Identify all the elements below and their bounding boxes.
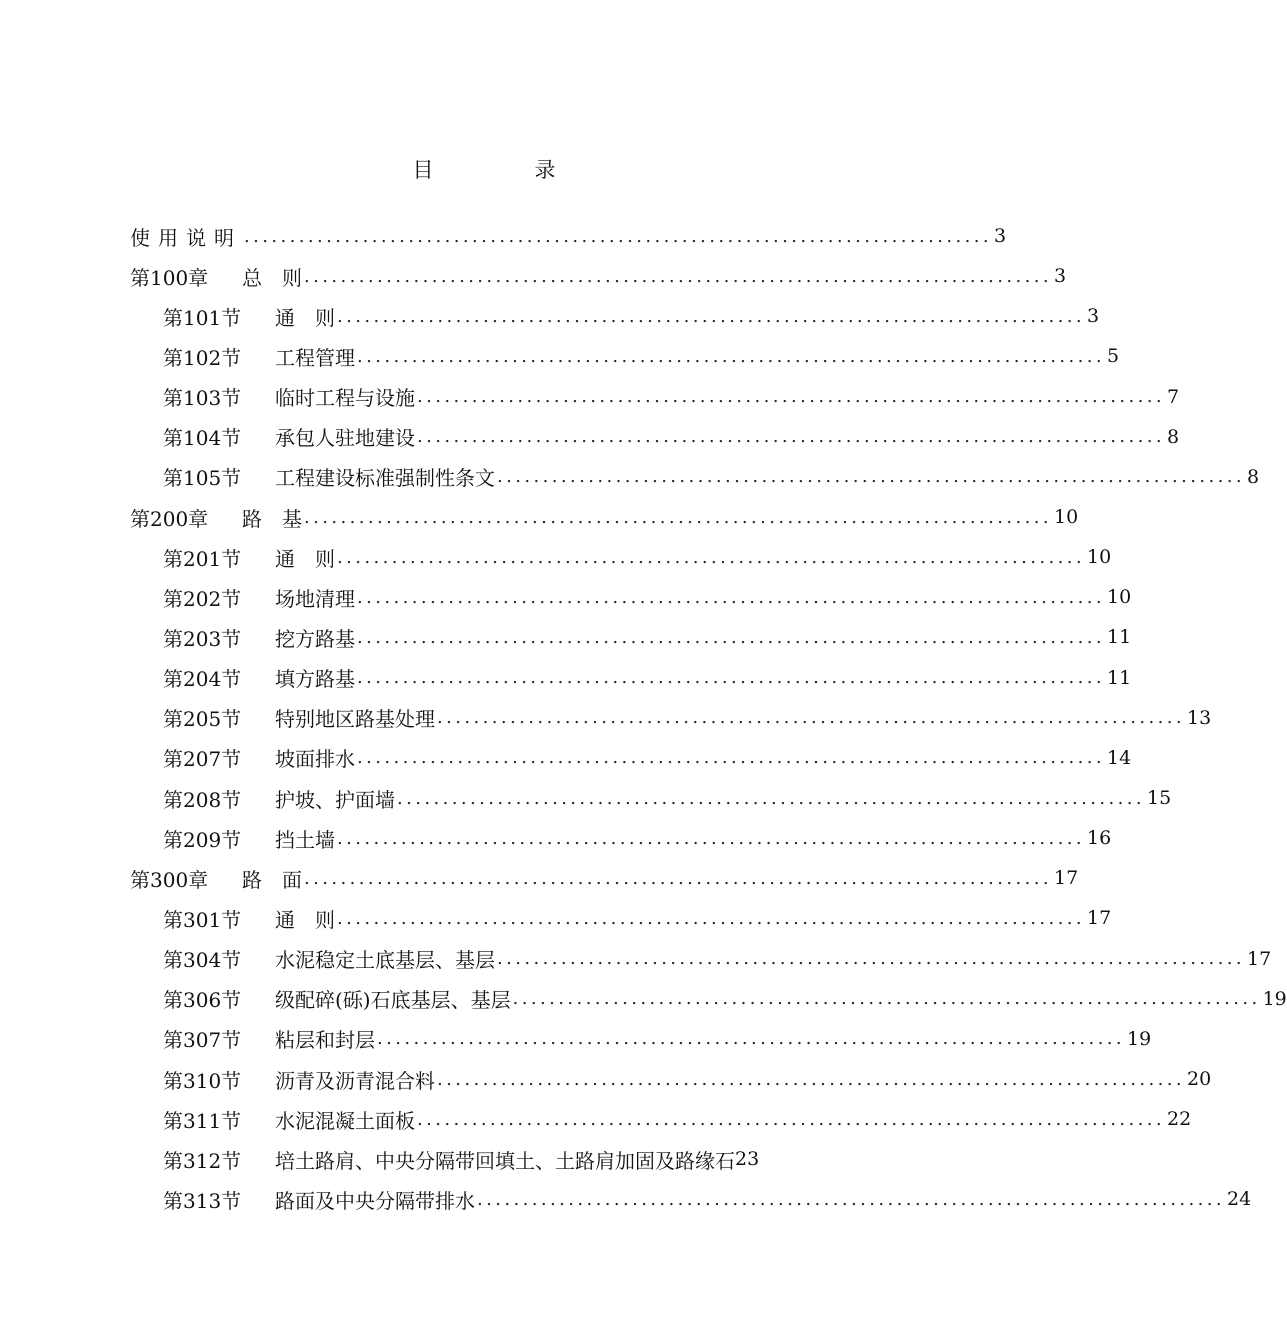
toc-leader-dots: .................................................................................. [497, 948, 1245, 970]
toc-entry-label [163, 1065, 435, 1094]
toc-leader-dots: .................................................................................. [304, 506, 1052, 528]
toc-entry-label [163, 824, 335, 853]
toc-entry-title: 水泥稳定土底基层、基层 [275, 948, 495, 973]
toc-title: 目 录 [412, 158, 596, 182]
toc-section-entry[interactable] [130, 979, 1287, 1019]
toc-entry-title: 特别地区路基处理 [275, 707, 435, 732]
toc-leader-dots: .................................................................................. [337, 546, 1085, 568]
toc-section-entry[interactable] [130, 778, 1172, 818]
toc-leader-dots: .................................................................................. [304, 265, 1052, 287]
toc-entry-title: 培土路肩、中央分隔带回填土、土路肩加固及路缘石 [275, 1148, 735, 1173]
toc-leader-dots: .................................................................................. [337, 827, 1085, 849]
toc-entry-label [163, 984, 511, 1013]
toc-section-entry[interactable] [130, 898, 1112, 938]
toc-entry-title: 填方路基 [275, 667, 355, 692]
toc-entry-title: 通 则 [275, 305, 335, 330]
toc-entry-number: 第202节 [163, 586, 242, 611]
toc-entry-label [163, 784, 395, 813]
toc-page-number: 11 [1106, 666, 1132, 689]
toc-entry-title: 路 面 [242, 867, 302, 892]
toc-page-number: 23 [735, 1148, 760, 1171]
toc-leader-dots: .................................................................................. [437, 1068, 1185, 1090]
toc-page-number: 24 [1226, 1188, 1252, 1211]
toc-page-number: 3 [1086, 305, 1100, 328]
toc-entry-number: 第310节 [163, 1068, 242, 1093]
toc-entry-title: 路面及中央分隔带排水 [275, 1188, 475, 1213]
toc-page-number: 17 [1086, 907, 1112, 930]
toc-leader-dots: .................................................................................. [357, 626, 1105, 648]
toc-page-number: 10 [1086, 546, 1112, 569]
toc-section-entry[interactable] [130, 457, 1260, 497]
toc-entry-title: 水泥混凝土面板 [275, 1108, 415, 1133]
toc-section-entry[interactable] [130, 1139, 830, 1179]
toc-leader-dots: .................................................................................. [437, 707, 1185, 729]
toc-section-entry[interactable] [130, 658, 1132, 698]
toc-entry-label [163, 1145, 735, 1174]
toc-entry-label [163, 663, 355, 692]
toc-section-entry[interactable] [130, 417, 1180, 457]
toc-entry-number: 第304节 [163, 948, 242, 973]
toc-entry-number: 第313节 [163, 1188, 242, 1213]
toc-page-number: 14 [1106, 746, 1132, 769]
toc-page-number: 10 [1053, 506, 1079, 529]
toc-leader-dots: .................................................................................. [417, 1108, 1165, 1130]
toc-page-number: 3 [1053, 265, 1067, 288]
toc-entry-number: 第104节 [163, 426, 242, 451]
toc-page-number: 19 [1262, 987, 1287, 1010]
toc-page-number: 17 [1246, 947, 1272, 970]
toc-leader-dots: .................................................................................. [417, 426, 1165, 448]
toc-entry-label [163, 904, 335, 933]
toc-section-entry[interactable] [130, 1179, 1252, 1219]
toc-entry-number: 第311节 [163, 1108, 242, 1133]
toc-leader-dots: .................................................................................. [357, 667, 1105, 689]
toc-leader-dots: .................................................................................. [397, 787, 1145, 809]
toc-section-entry[interactable] [130, 738, 1132, 778]
toc-page-number: 16 [1086, 827, 1112, 850]
toc-section-entry[interactable] [130, 296, 1100, 336]
toc-entry-label [163, 1024, 375, 1053]
toc-entry-label [163, 583, 355, 612]
toc-entry-label [130, 262, 302, 291]
toc-leader-dots: .................................................................................. [337, 907, 1085, 929]
toc-entry-number: 第306节 [163, 988, 242, 1013]
toc-page-number: 15 [1146, 787, 1172, 810]
toc-entry-number: 第307节 [163, 1028, 242, 1053]
toc-entry-number: 第102节 [163, 345, 242, 370]
toc-entry-number: 第201节 [163, 546, 242, 571]
toc-leader-dots: .................................................................................. [477, 1188, 1225, 1210]
toc-entry-title: 通 则 [275, 546, 335, 571]
toc-page-number: 13 [1186, 706, 1212, 729]
toc-page-number: 8 [1166, 425, 1180, 448]
toc-leader-dots: .................................................................................. [337, 305, 1085, 327]
toc-entry-number: 第100章 [130, 265, 209, 290]
toc-entry-label [163, 342, 355, 371]
toc-entry-number: 第209节 [163, 827, 242, 852]
toc-leader-dots: .................................................................................. [244, 225, 992, 247]
toc-entry-number: 第205节 [163, 707, 242, 732]
toc-entry-title: 承包人驻地建设 [275, 426, 415, 451]
toc-section-entry[interactable] [130, 577, 1132, 617]
toc-entry-title: 粘层和封层 [275, 1028, 375, 1053]
toc-leader-dots: .................................................................................. [357, 345, 1105, 367]
toc-entry-title: 场地清理 [275, 586, 355, 611]
toc-entry-label [130, 222, 242, 251]
toc-section-entry[interactable] [130, 1099, 1192, 1139]
toc-entry-title: 工程管理 [275, 345, 355, 370]
toc-entry-label [163, 462, 495, 491]
toc-entry-number: 第204节 [163, 667, 242, 692]
toc-page-number: 5 [1106, 345, 1120, 368]
toc-section-entry[interactable] [130, 1019, 1152, 1059]
toc-leader-dots: .................................................................................. [512, 988, 1261, 1010]
toc-leader-dots: .................................................................................. [357, 747, 1105, 769]
toc-page-number: 11 [1106, 626, 1132, 649]
toc-page-number: 22 [1166, 1108, 1192, 1131]
toc-entry-title: 沥青及沥青混合料 [275, 1068, 435, 1093]
toc-entry-number: 第203节 [163, 626, 242, 651]
toc-leader-dots: .................................................................................. [417, 386, 1165, 408]
toc-entry-number: 第301节 [163, 907, 242, 932]
toc-entry-title: 总 则 [242, 265, 302, 290]
toc-entry-title: 挖方路基 [275, 626, 355, 651]
toc-entry-label [163, 623, 355, 652]
toc-chapter-entry[interactable] [130, 497, 1079, 537]
toc-leader-dots: .................................................................................. [304, 867, 1052, 889]
toc-entry-label [163, 543, 335, 572]
toc-entry-label [163, 1185, 475, 1214]
toc-intro-entry[interactable] [130, 216, 1007, 256]
toc-entry-title: 工程建设标准强制性条文 [275, 466, 495, 491]
toc-entry-label [163, 743, 355, 772]
toc-leader-dots: .................................................................................. [497, 466, 1245, 488]
toc-page-number: 8 [1246, 465, 1260, 488]
toc-page-number: 10 [1106, 586, 1132, 609]
toc-leader-dots: .................................................................................. [357, 586, 1105, 608]
toc-page-number: 3 [993, 225, 1007, 248]
toc-leader-dots: .................................................................................. [377, 1028, 1125, 1050]
toc-entry-number: 第312节 [163, 1148, 242, 1173]
toc-chapter-entry[interactable] [130, 256, 1067, 296]
toc-page-number: 17 [1053, 867, 1079, 890]
toc-section-entry[interactable] [130, 377, 1180, 417]
toc-page-number: 7 [1166, 385, 1180, 408]
toc-entry-number: 第101节 [163, 305, 242, 330]
toc-entry-label [163, 944, 495, 973]
toc-entry-number: 第103节 [163, 386, 242, 411]
toc-entry-label [163, 703, 435, 732]
toc-section-entry[interactable] [130, 336, 1120, 376]
toc-entry-label [130, 864, 302, 893]
toc-entry-label [163, 1105, 415, 1134]
toc-entry-number: 第200章 [130, 506, 209, 531]
toc-entry-label [163, 302, 335, 331]
toc-entry-title: 挡土墙 [275, 827, 335, 852]
toc-entry-title: 路 基 [242, 506, 302, 531]
toc-list [130, 216, 1287, 1220]
toc-entry-title: 护坡、护面墙 [275, 787, 395, 812]
toc-entry-title: 通 则 [275, 907, 335, 932]
toc-page-number: 19 [1126, 1027, 1152, 1050]
toc-entry-label [163, 382, 415, 411]
toc-section-entry[interactable] [130, 537, 1112, 577]
toc-section-entry[interactable] [130, 939, 1272, 979]
toc-chapter-entry[interactable] [130, 858, 1079, 898]
toc-entry-label [163, 422, 415, 451]
toc-section-entry[interactable] [130, 698, 1212, 738]
toc-entry-number: 第208节 [163, 787, 242, 812]
toc-page-number: 20 [1186, 1068, 1212, 1091]
toc-entry-title: 使用说明 [130, 225, 242, 250]
toc-section-entry[interactable] [130, 1059, 1212, 1099]
toc-entry-title: 坡面排水 [275, 747, 355, 772]
toc-entry-title: 临时工程与设施 [275, 386, 415, 411]
toc-entry-number: 第105节 [163, 466, 242, 491]
toc-section-entry[interactable] [130, 818, 1112, 858]
toc-entry-number: 第300章 [130, 867, 209, 892]
toc-entry-label [130, 503, 302, 532]
toc-entry-number: 第207节 [163, 747, 242, 772]
toc-section-entry[interactable] [130, 617, 1132, 657]
toc-entry-title: 级配碎(砾)石底基层、基层 [275, 988, 511, 1013]
